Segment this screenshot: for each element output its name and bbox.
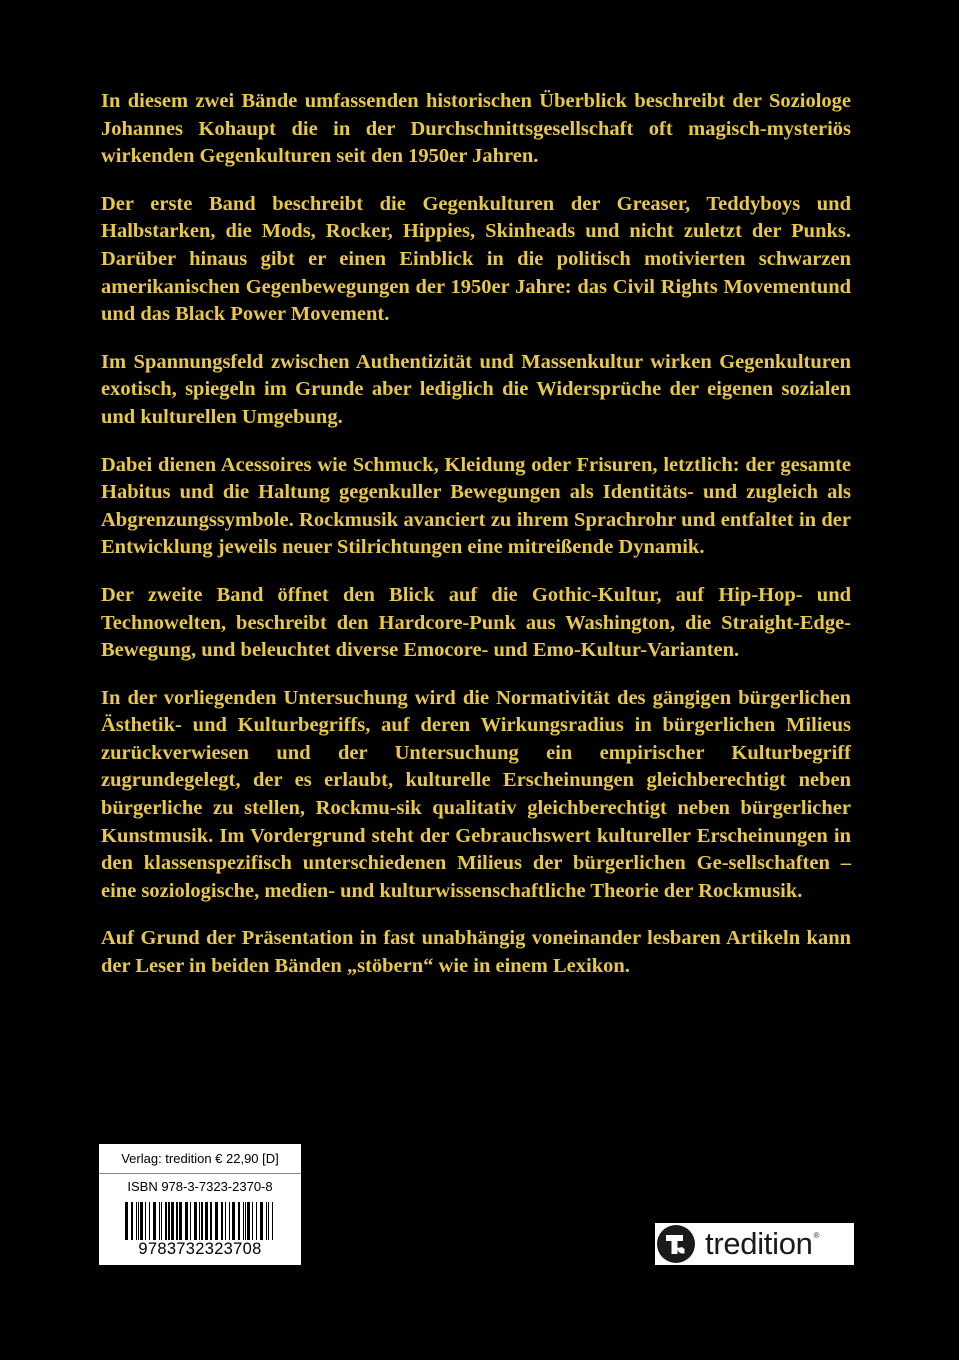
barcode-bar xyxy=(199,1202,200,1240)
back-cover-blurb xyxy=(101,88,851,981)
blurb-paragraph-4: Dabei dienen Acessoires wie Schmuck, Kleidung oder Frisuren, letztlich: der gesamte Habitus und die Haltung gegenkuller Bewegungen als Identitäts- und zugleich als Abgrenzungssymbole. Rockmusik avanciert zu ihrem Sprachrohr und entfaltet in der Entwicklung jeweils neuer Stilrichtungen eine mitreißende Dynamik. xyxy=(101,453,851,559)
barcode-bar xyxy=(138,1202,139,1240)
barcode-bar xyxy=(125,1202,128,1240)
barcode-bar xyxy=(161,1202,162,1240)
blurb-paragraph-5: Der zweite Band öffnet den Blick auf die Gothic-Kultur, auf Hip-Hop- und Technowelten, beschreibt den Hardcore-Punk aus Washington, die Straight-Edge-Bewegung, und beleuchtet diverse Emocore- und Emo-Kultur-Varianten. xyxy=(101,583,851,662)
barcode-bar xyxy=(256,1202,257,1240)
barcode-bar xyxy=(190,1202,191,1240)
barcode-bar xyxy=(210,1202,212,1240)
isbn-price-box xyxy=(99,1144,301,1265)
registered-mark: ® xyxy=(813,1230,820,1240)
barcode-bar xyxy=(136,1202,137,1240)
barcode-bar xyxy=(159,1202,160,1240)
barcode-bar xyxy=(252,1202,253,1240)
barcode-bar xyxy=(221,1202,223,1240)
tredition-t-logo-icon xyxy=(656,1224,696,1264)
barcode-bar xyxy=(171,1202,174,1240)
blurb-paragraph-3: Im Spannungsfeld zwischen Authentizität und Massenkultur wirken Gegenkulturen exotisch, spiegeln im Grunde aber lediglich die Widersprüche der eigenen sozialen und kulturellen Umgebung. xyxy=(101,350,851,428)
barcode-bar xyxy=(243,1202,244,1240)
barcode-bar xyxy=(260,1202,263,1240)
barcode-bar xyxy=(179,1202,182,1240)
barcode-bar xyxy=(229,1202,230,1240)
blurb-paragraph-1: In diesem zwei Bände umfassenden historischen Überblick beschreibt der Soziologe Johannes Kohaupt die in der Durchschnittsgesellschaft oft magisch-mysteriös wirkenden Gegenkulturen seit den 1950er Jahren. xyxy=(101,90,851,168)
publisher-logo xyxy=(655,1223,854,1265)
publisher-price: Verlag: tredition € 22,90 [D] xyxy=(99,1144,301,1174)
barcode-bar xyxy=(266,1202,267,1240)
barcode-bar xyxy=(225,1202,226,1240)
barcode-bar xyxy=(153,1202,156,1240)
blurb-paragraph-2: Der erste Band beschreibt die Gegenkulturen der Greaser, Teddyboys und Halbstarken, die Mods, Rocker, Hippies, Skinheads und nicht zuletzt der Punks. Darüber hinaus gibt er einen Einblick in die politisch motivierten schwarzen amerikanischen Gegenbewegungen der 1950er Jahre: das Civil Rights Movementund und das Black Power Movement. xyxy=(101,192,851,326)
barcode-bar xyxy=(165,1202,167,1240)
barcode-bar xyxy=(245,1202,246,1240)
barcode-bar xyxy=(194,1202,197,1240)
barcode-bar xyxy=(268,1202,269,1240)
barcode-bar xyxy=(238,1202,240,1240)
barcode-bar xyxy=(140,1202,143,1240)
barcode-bar xyxy=(201,1202,203,1240)
barcode-bar xyxy=(247,1202,250,1240)
logo-wordmark: tredition xyxy=(705,1226,813,1261)
barcode-bar xyxy=(168,1202,170,1240)
blurb-paragraph-7: Auf Grund der Präsentation in fast unabhängig voneinander lesbaren Artikeln kann der Leser in beiden Bänden „stöbern“ wie in einem Lexikon. xyxy=(101,927,851,978)
barcode-bar xyxy=(185,1202,188,1240)
barcode-bar xyxy=(145,1202,146,1240)
barcode-bar xyxy=(131,1202,133,1240)
blurb-paragraph-6: In der vorliegenden Untersuchung wird die Normativität des gängigen bürgerlichen Ästhetik- und Kulturbegriffs, auf deren Wirkungsradius in bürgerlichen Milieus zurückverwiesen und der Untersuchung ein empirischer Kulturbegriff zugrundegelegt, der es erlaubt, kulturelle Erscheinungen gleichberechtigt neben bürgerliche zu stellen, Rockmu-sik qualitativ gleichberechtigt neben bürgerlicher Kunstmusik. Im Vordergrund steht der Gebrauchswert kultureller Erscheinungen in den klassenspezifisch unterschiedenen Milieus der bürgerlichen Ge-sellschaften – eine soziologische, medien- und kulturwissenschaftliche Theorie der Rockmusik. xyxy=(101,686,851,902)
barcode-number: 9783732323708 xyxy=(138,1240,262,1258)
barcode-graphic xyxy=(125,1202,273,1240)
barcode-bar xyxy=(149,1202,150,1240)
barcode-bar xyxy=(232,1202,235,1240)
isbn-number: ISBN 978-3-7323-2370-8 xyxy=(127,1179,273,1194)
barcode-bar xyxy=(272,1202,273,1240)
barcode-bar xyxy=(205,1202,208,1240)
barcode-bar xyxy=(176,1202,178,1240)
barcode-bar xyxy=(215,1202,218,1240)
